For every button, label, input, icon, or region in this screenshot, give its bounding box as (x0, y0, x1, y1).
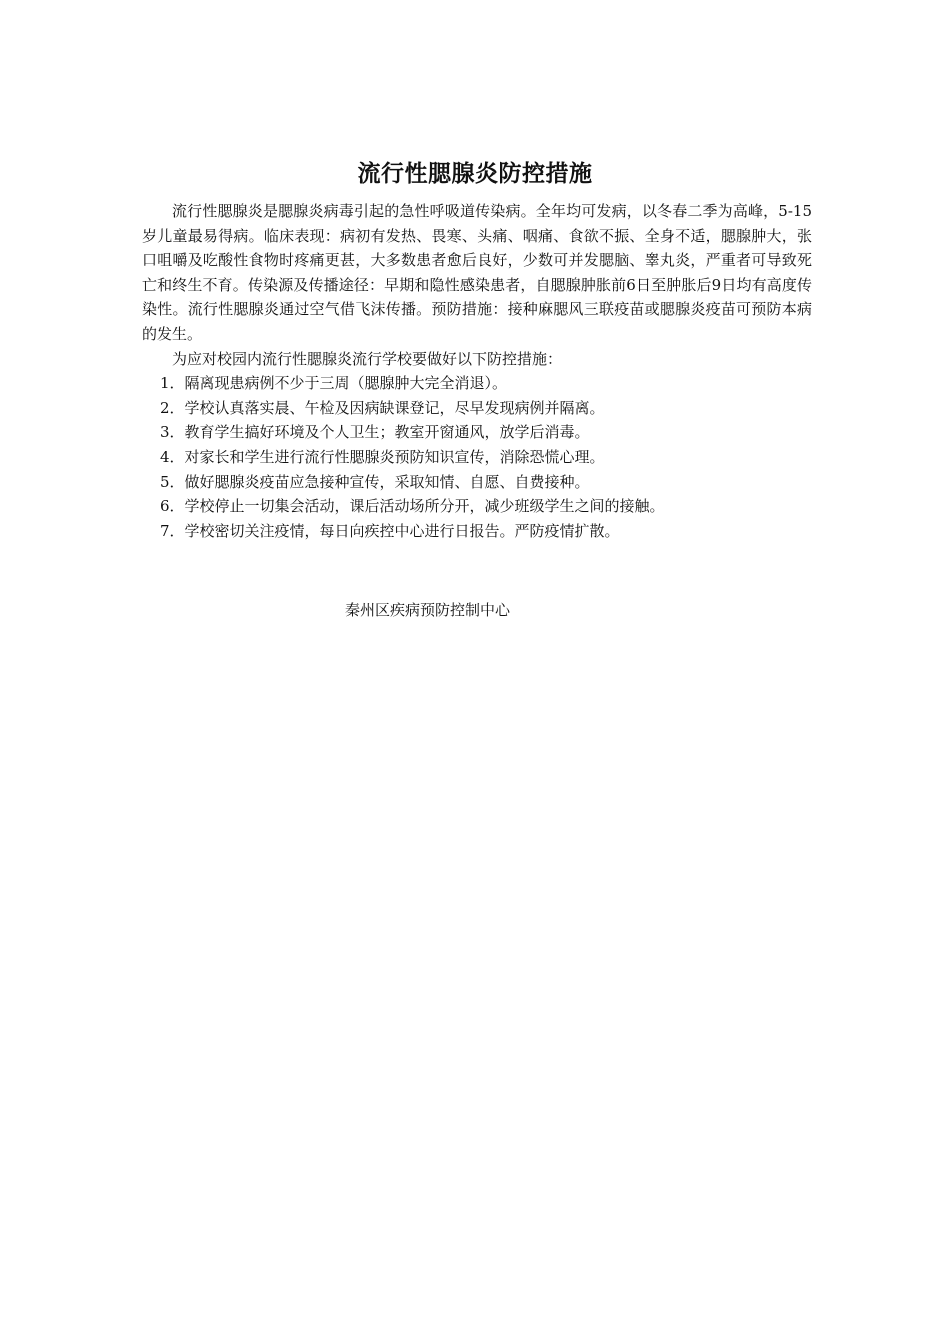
document-title: 流行性腮腺炎防控措施 (357, 160, 593, 187)
measure-item: 1．隔离现患病例不少于三周（腮腺肿大完全消退）。 (160, 374, 508, 393)
measures-list (142, 371, 812, 543)
measure-item: 7．学校密切关注疫情，每日向疾控中心进行日报告。严防疫情扩散。 (160, 521, 620, 540)
measure-item: 2．学校认真落实晨、午检及因病缺课登记，尽早发现病例并隔离。 (160, 398, 605, 417)
document-body (142, 199, 812, 543)
measure-item: 5．做好腮腺炎疫苗应急接种宣传，采取知情、自愿、自费接种。 (160, 472, 590, 491)
intro-paragraph: 流行性腮腺炎是腮腺炎病毒引起的急性呼吸道传染病。全年均可发病，以冬春二季为高峰，5-15岁儿童最易得病。临床表现：病初有发热、畏寒、头痛、咽痛、食欲不振、全身不适，腮腺肿大，张口咀嚼及吃酸性食物时疼痛更甚，大多数患者愈后良好，少数可并发腮脑、睾丸炎，严重者可导致死亡和终生不育。传染源及传播途径：早期和隐性感染患者，自腮腺肿胀前6日至肿胀后9日均有高度传染性。流行性腮腺炎通过空气借飞沫传播。预防措施：接种麻腮风三联疫苗或腮腺炎疫苗可预防本病的发生。 (142, 202, 812, 343)
measure-item: 6．学校停止一切集会活动，课后活动场所分开，减少班级学生之间的接触。 (160, 497, 665, 516)
measure-item: 4．对家长和学生进行流行性腮腺炎预防知识宣传，消除恐慌心理。 (160, 447, 605, 466)
lead-paragraph: 为应对校园内流行性腮腺炎流行学校要做好以下防控措施： (172, 349, 563, 368)
issuer-name: 秦州区疾病预防控制中心 (345, 601, 511, 619)
measure-item: 3．教育学生搞好环境及个人卫生；教室开窗通风，放学后消毒。 (160, 423, 590, 442)
